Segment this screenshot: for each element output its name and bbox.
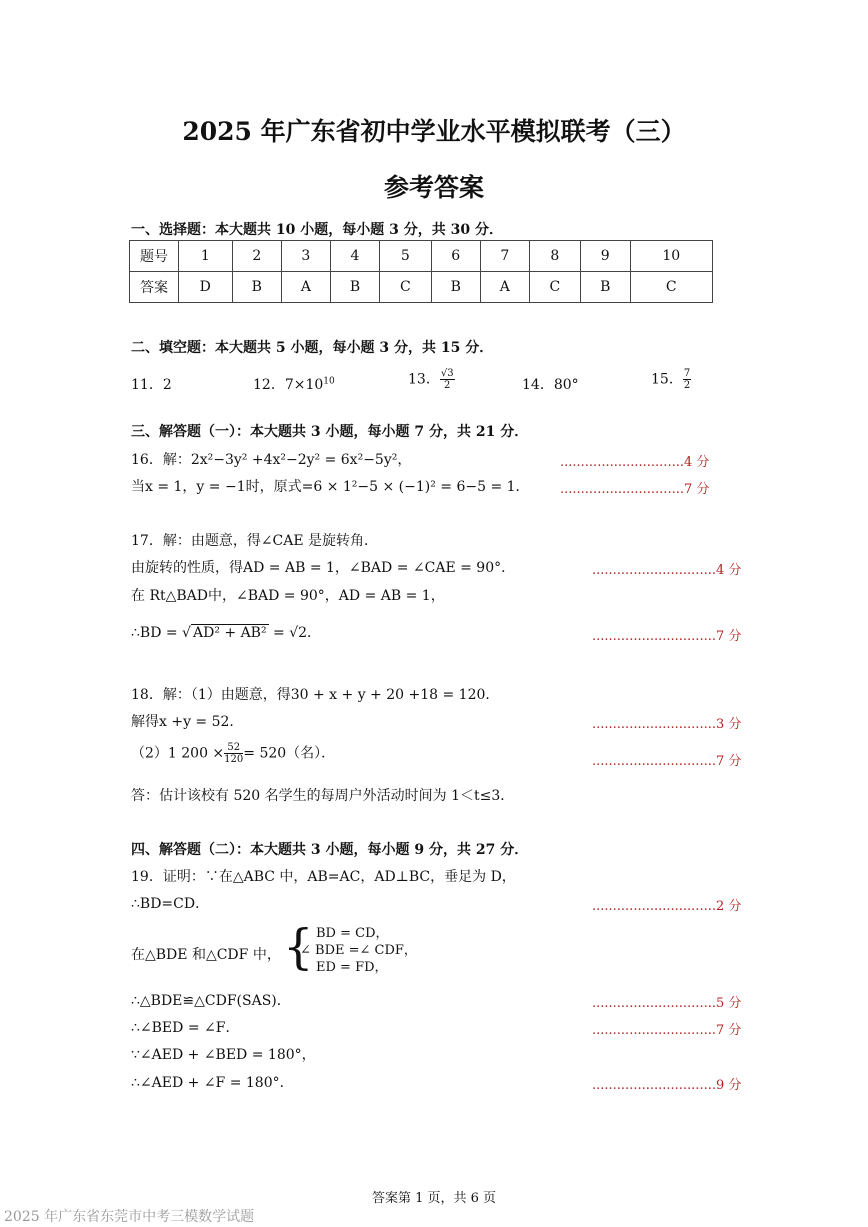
table-cell: 6 (431, 241, 480, 272)
row-label-question: 题号 (130, 241, 179, 272)
q18-score-1: ..............................3 分 (592, 717, 742, 732)
q18-score-2: ..............................7 分 (592, 754, 742, 769)
q17-score-1: ..............................4 分 (592, 563, 742, 578)
answer-15-denominator: 2 (683, 380, 691, 391)
table-cell: 8 (529, 241, 580, 272)
q19-line-4: ∴△BDE≌△CDF(SAS)． (131, 993, 291, 1009)
q19-line-7: ∴∠AED + ∠F = 180°． (131, 1075, 294, 1091)
q18-line-3 (131, 742, 335, 765)
q19-score-2: ..............................5 分 (592, 996, 742, 1011)
q18-line-2: 解得x +y = 52． (131, 714, 244, 730)
table-cell: 3 (282, 241, 331, 272)
q17-score-2: ..............................7 分 (592, 629, 742, 644)
q19-line-6: ∵∠AED + ∠BED = 180°， (131, 1047, 316, 1063)
answer-15 (651, 368, 691, 391)
answer-13-denominator: 2 (444, 380, 451, 391)
table-cell: A (481, 272, 530, 303)
q19-line-5: ∴∠BED = ∠F． (131, 1020, 240, 1036)
q17-line-3: 在 Rt△BAD中，∠BAD = 90°，AD = AB = 1， (131, 588, 445, 604)
table-cell: 4 (330, 241, 379, 272)
section-4-heading: 四、解答题（二）：本大题共 3 小题，每小题 9 分，共 27 分． (131, 842, 529, 858)
q19-line-1: 19．证明：∵在△ABC 中，AB=AC，AD⊥BC，垂足为 D， (131, 869, 516, 885)
equation-system (300, 925, 417, 976)
q17-line-4-radicand: AD² + AB² (192, 625, 267, 641)
section-1-heading: 一、选择题：本大题共 10 小题，每小题 3 分，共 30 分． (131, 222, 503, 238)
q16-line-1: 16．解：2x²−3y² +4x²−2y² = 6x²−5y²， (131, 452, 412, 468)
table-cell: C (380, 272, 431, 303)
q17-line-4 (131, 622, 321, 642)
table-cell: B (232, 272, 281, 303)
answer-12 (253, 374, 335, 394)
q19-score-4: ..............................9 分 (592, 1078, 742, 1093)
section-2-heading: 二、填空题：本大题共 5 小题，每小题 3 分，共 15 分． (131, 340, 494, 356)
q19-score-1: ..............................2 分 (592, 899, 742, 914)
q18-line-3-prefix: （2）1 200 × (131, 745, 225, 762)
table-cell: 7 (481, 241, 530, 272)
q16-score-1: ..............................4 分 (560, 455, 710, 470)
left-brace-icon: { (283, 919, 314, 975)
page-footer: 答案第 1 页，共 6 页 (371, 1191, 497, 1206)
watermark: 2025 年广东省东莞市中考三模数学试题 (4, 1209, 255, 1225)
table-cell: B (581, 272, 630, 303)
answer-13-numerator: √3 (440, 368, 454, 379)
answer-table (129, 240, 713, 303)
q16-score-2: ..............................7 分 (560, 482, 710, 497)
document-title: 2025 年广东省初中学业水平模拟联考（三） (182, 117, 686, 146)
table-cell: D (179, 272, 233, 303)
answer-15-label: 15． (651, 371, 683, 388)
table-cell: 5 (380, 241, 431, 272)
table-cell: 1 (179, 241, 233, 272)
answer-15-numerator: 7 (683, 368, 691, 379)
q19-line-3: 在△BDE 和△CDF 中， (131, 947, 281, 963)
q18-line-3-suffix: = 520（名）． (243, 745, 336, 762)
table-cell: 10 (630, 241, 713, 272)
table-cell: A (282, 272, 331, 303)
answer-14: 14．80° (522, 377, 579, 393)
q17-line-1: 17．解：由题意，得∠CAE 是旋转角． (131, 533, 379, 549)
q17-line-2: 由旋转的性质，得AD = AB = 1，∠BAD = ∠CAE = 90°． (131, 560, 516, 576)
section-3-heading: 三、解答题（一）：本大题共 3 小题，每小题 7 分，共 21 分． (131, 424, 529, 440)
answer-12-base: 12．7×10 (253, 377, 324, 393)
answer-row (130, 272, 713, 303)
question-number-row (130, 241, 713, 272)
row-label-answer: 答案 (130, 272, 179, 303)
answer-13-label: 13． (408, 371, 440, 388)
table-cell: B (330, 272, 379, 303)
table-cell: 9 (581, 241, 630, 272)
q16-line-2: 当x = 1，y = −1时，原式=6 × 1²−5 × (−1)² = 6−5 = 1． (131, 479, 530, 495)
q19-line-2: ∴BD=CD． (131, 896, 210, 912)
table-cell: 2 (232, 241, 281, 272)
q18-line-3-numerator: 52 (224, 742, 243, 754)
q19-score-3: ..............................7 分 (592, 1023, 742, 1038)
q17-line-4-prefix: ∴BD = √ (131, 625, 191, 641)
system-eq-1: BD = CD， (316, 926, 389, 941)
q18-line-1: 18．解：（1）由题意，得30 + x + y + 20 +18 = 120． (131, 687, 500, 703)
q17-line-4-suffix: = √2． (268, 625, 322, 641)
q18-line-3-denominator: 120 (224, 754, 244, 765)
system-eq-3: ED = FD， (316, 960, 388, 975)
document-subtitle: 参考答案 (383, 173, 484, 202)
q18-line-4: 答：估计该校有 520 名学生的每周户外活动时间为 1＜t≤3． (131, 788, 515, 804)
answer-13 (408, 368, 455, 391)
table-cell: C (529, 272, 580, 303)
table-cell: C (630, 272, 713, 303)
system-eq-2: ∠ BDE =∠ CDF， (300, 943, 417, 958)
table-cell: B (431, 272, 480, 303)
answer-12-exponent: 10 (323, 376, 335, 387)
answer-11: 11．2 (131, 377, 172, 393)
